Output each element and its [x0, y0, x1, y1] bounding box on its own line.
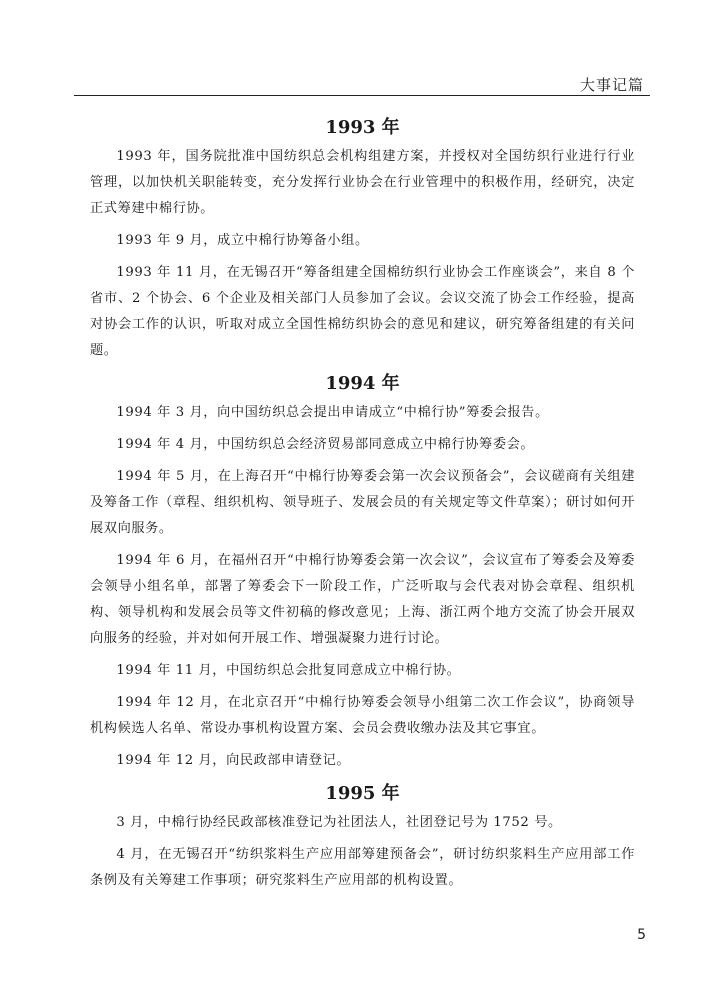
page-number: 5: [637, 927, 646, 943]
paragraph: 1994 年 4 月，中国纺织总会经济贸易部同意成立中棉行协筹委会。: [116, 437, 535, 452]
paragraph: 1994 年 5 月，在上海召开“中棉行协筹委会第一次会议预备会”，会议磋商有关组建及筹备工作（章程、组织机构、领导班子、发展会员的有关规定等文件草案）；研讨如何开展双向服务。: [90, 469, 635, 536]
header-rule: [74, 95, 650, 96]
running-header-title: 大事记篇: [579, 76, 644, 94]
paragraph: 1994 年 6 月，在福州召开“中棉行协筹委会第一次会议”，会议宣布了筹委会及筹委会领导小组名单，部署了筹委会下一阶段工作，广泛听取与会代表对协会章程、组织机构、领导机构和发展会员等文件初稿的修改意见；上海、浙江两个地方交流了协会开展双向服务的经验，并对如何开展工作、增强凝聚力进行讨论。: [90, 553, 635, 646]
section-1993: [90, 114, 635, 364]
paragraph: 1993 年 9 月，成立中棉行协筹备小组。: [116, 233, 369, 248]
paragraph: 1993 年，国务院批准中国纺织总会机构组建方案，并授权对全国纺织行业进行行业管理，以加快机关职能转变，充分发挥行业协会在行业管理中的积极作用，经研究，决定正式筹建中棉行协。: [90, 149, 635, 216]
section-1995: [90, 780, 635, 894]
paragraph: 3 月，中棉行协经民政部核准登记为社团法人，社团登记号为 1752 号。: [116, 815, 562, 830]
page-body: [90, 114, 635, 900]
section-1994: [90, 370, 635, 774]
paragraph: 1994 年 3 月，向中国纺织总会提出申请成立“中棉行协”筹委会报告。: [116, 405, 549, 420]
paragraph: 1994 年 12 月，向民政部申请登记。: [116, 753, 351, 768]
paragraph: 1993 年 11 月，在无锡召开“筹备组建全国棉纺织行业协会工作座谈会”，来自 8 个省市、2 个协会、6 个企业及相关部门人员参加了会议。会议交流了协会工作经验，提高对协会工作的认识，听取对成立全国性棉纺织协会的意见和建议，研究筹备组建的有关问题。: [90, 265, 635, 358]
paragraph: 4 月，在无锡召开“纺织浆料生产应用部筹建预备会”，研讨纺织浆料生产应用部工作条例及有关筹建工作事项；研究浆料生产应用部的机构设置。: [90, 847, 635, 888]
paragraph: 1994 年 11 月，中国纺织总会批复同意成立中棉行协。: [116, 663, 461, 678]
paragraph: 1994 年 12 月，在北京召开“中棉行协筹委会领导小组第二次工作会议”，协商领导机构候选人名单、常设办事机构设置方案、会员会费收缴办法及其它事宜。: [90, 695, 635, 736]
year-heading: 1993 年: [325, 117, 400, 138]
year-heading: 1995 年: [325, 783, 400, 804]
year-heading: 1994 年: [325, 373, 400, 394]
